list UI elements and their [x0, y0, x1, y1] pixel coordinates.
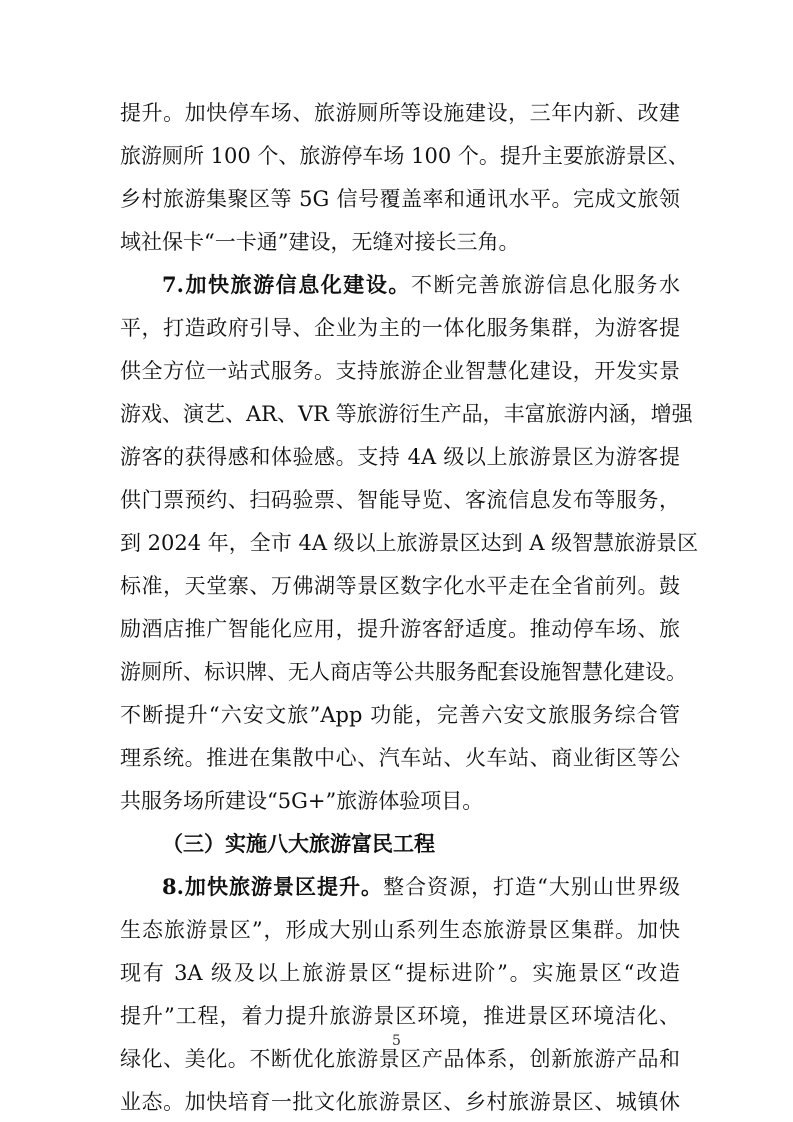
paragraph-line: 供门票预约、扫码验票、智能导览、客流信息发布等服务， [120, 488, 680, 512]
paragraph-line: 理系统。推进在集散中心、汽车站、火车站、商业街区等公 [120, 746, 680, 770]
paragraph-line: 提升。加快停车场、旅游厕所等设施建设，三年内新、改建 [120, 101, 680, 125]
paragraph-line: 励酒店推广智能化应用，提升游客舒适度。推动停车场、旅 [120, 617, 680, 641]
paragraph-line: 生态旅游景区”，形成大别山系列生态旅游景区集群。加快 [120, 918, 680, 942]
paragraph-line: 共服务场所建设“5G+”旅游体验项目。 [120, 789, 484, 813]
paragraph-line: 到 2024 年，全市 4A 级以上旅游景区达到 A 级智慧旅游景区 [120, 531, 699, 555]
paragraph-line: 乡村旅游集聚区等 5G 信号覆盖率和通讯水平。完成文旅领 [120, 187, 680, 211]
paragraph-line: 供全方位一站式服务。支持旅游企业智慧化建设，开发实景 [120, 359, 680, 383]
section-heading: （三）实施八大旅游富民工程 [162, 831, 435, 856]
paragraph-line: 游戏、演艺、AR、VR 等旅游衍生产品，丰富旅游内涵，增强 [120, 402, 693, 426]
heading-8: 8.加快旅游景区提升。 [162, 874, 384, 899]
heading-7: 7.加快旅游信息化建设。 [162, 272, 411, 297]
paragraph-line-heading-8 [162, 869, 680, 905]
paragraph-line: 游客的获得感和体验感。支持 4A 级以上旅游景区为游客提 [120, 445, 680, 469]
heading-7-text: 不断完善旅游信息化服务水 [410, 273, 680, 297]
page-number: 5 [392, 1033, 401, 1049]
paragraph-line: 现有 3A 级及以上旅游景区“提标进阶”。实施景区“改造 [120, 961, 680, 985]
paragraph-line: 不断提升“六安文旅”App 功能，完善六安文旅服务综合管 [120, 703, 680, 727]
paragraph-line: 游厕所、标识牌、无人商店等公共服务配套设施智慧化建设。 [120, 660, 687, 684]
paragraph-line: 域社保卡“一卡通”建设，无缝对接长三角。 [120, 230, 520, 254]
paragraph-line: 标准，天堂寨、万佛湖等景区数字化水平走在全省前列。鼓 [120, 574, 680, 598]
heading-8-text: 整合资源，打造“大别山世界级 [383, 875, 680, 899]
paragraph-line: 旅游厕所 100 个、旅游停车场 100 个。提升主要旅游景区、 [120, 144, 689, 168]
paragraph-line: 平，打造政府引导、企业为主的一体化服务集群，为游客提 [120, 316, 680, 340]
paragraph-line: 绿化、美化。不断优化旅游景区产品体系，创新旅游产品和 [120, 1047, 680, 1071]
paragraph-line: 提升”工程，着力提升旅游景区环境，推进景区环境洁化、 [120, 1004, 680, 1028]
paragraph-line: 业态。加快培育一批文化旅游景区、乡村旅游景区、城镇休 [120, 1090, 680, 1114]
paragraph-line-heading-7 [162, 267, 680, 303]
